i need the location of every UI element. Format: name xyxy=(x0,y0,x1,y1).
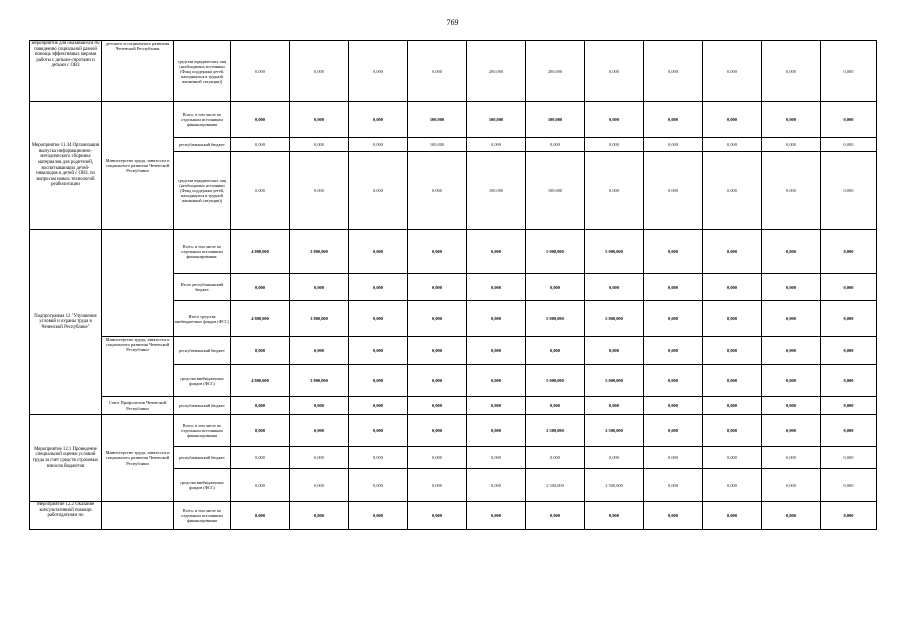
value-cell: 5 000,000 xyxy=(526,230,585,274)
value-cell: 0,000 xyxy=(762,230,821,274)
value-cell: 0,000 xyxy=(762,469,821,502)
value-cell: 0,000 xyxy=(349,230,408,274)
value-cell: 0,000 xyxy=(231,152,290,230)
executor-cell: Союз Профсоюзов Чеченской Республики xyxy=(102,397,174,415)
value-cell: 0,000 xyxy=(231,102,290,138)
funding-source: средства внебюджетных фондов (ФСС) xyxy=(174,469,231,502)
value-cell: 0,000 xyxy=(231,337,290,365)
value-cell: 100,000 xyxy=(408,138,467,152)
value-cell: 0,000 xyxy=(231,415,290,447)
executor-cell: детского и социального развития Чеченской Республики xyxy=(102,41,174,102)
value-cell: 0,000 xyxy=(349,415,408,447)
value-cell: 0,000 xyxy=(703,102,762,138)
value-cell: 0,000 xyxy=(644,502,703,530)
value-cell: 0,000 xyxy=(703,152,762,230)
value-cell: 0,000 xyxy=(762,447,821,469)
value-cell: 0,000 xyxy=(821,415,877,447)
value-cell: 0,000 xyxy=(349,102,408,138)
value-cell: 0,000 xyxy=(467,469,526,502)
value-cell: 0,000 xyxy=(231,41,290,102)
value-cell: 4 800,000 xyxy=(231,301,290,337)
value-cell: 0,000 xyxy=(408,41,467,102)
activity-name: Мероприятие 11.34 Организация выпуска информационно-методического сборника материалов для родителей, воспитывающих детей-инвалидов и детей с ОВЗ, по вопросам новых технологий реабилитации xyxy=(30,102,102,230)
value-cell: 2 500,000 xyxy=(526,415,585,447)
value-cell: 0,000 xyxy=(703,274,762,301)
value-cell: 0,000 xyxy=(349,502,408,530)
value-cell: 0,000 xyxy=(821,365,877,397)
value-cell: 0,000 xyxy=(762,397,821,415)
value-cell: 0,000 xyxy=(821,469,877,502)
value-cell: 0,000 xyxy=(762,365,821,397)
value-cell: 0,000 xyxy=(762,102,821,138)
funding-source: Итого республиканский бюджет xyxy=(174,274,231,301)
value-cell: 0,000 xyxy=(821,397,877,415)
value-cell: 0,000 xyxy=(467,502,526,530)
table-row xyxy=(30,41,877,102)
value-cell: 0,000 xyxy=(585,274,644,301)
value-cell: 0,000 xyxy=(290,397,349,415)
funding-source: Всего, в том числе по отдельным источникам финансирования xyxy=(174,415,231,447)
value-cell: 0,000 xyxy=(585,337,644,365)
value-cell: 0,000 xyxy=(585,41,644,102)
table-row xyxy=(30,502,877,530)
value-cell: 0,000 xyxy=(290,469,349,502)
funding-source: республиканский бюджет xyxy=(174,397,231,415)
value-cell: 0,000 xyxy=(821,447,877,469)
value-cell: 0,000 xyxy=(408,502,467,530)
value-cell: 0,000 xyxy=(231,274,290,301)
value-cell: 0,000 xyxy=(408,301,467,337)
value-cell: 0,000 xyxy=(408,274,467,301)
table-row xyxy=(30,337,877,365)
funding-source: средства юридических лиц (необходимых источники (Фонд поддержки детей, находящихся в трудной жизненной ситуации)) xyxy=(174,41,231,102)
executor-cell: Министерство труда, занятости и социального развития Чеченской Республики xyxy=(102,337,174,397)
value-cell: 0,000 xyxy=(821,502,877,530)
value-cell: 5 000,000 xyxy=(526,365,585,397)
value-cell: 0,000 xyxy=(644,337,703,365)
value-cell: 3 800,000 xyxy=(290,365,349,397)
value-cell: 0,000 xyxy=(644,230,703,274)
value-cell: 2 500,000 xyxy=(585,415,644,447)
executor-cell: Министерство труда, занятости и социального развития Чеченской Республики xyxy=(102,102,174,230)
value-cell: 0,000 xyxy=(467,230,526,274)
value-cell: 2 500,000 xyxy=(585,469,644,502)
value-cell: 0,000 xyxy=(408,152,467,230)
value-cell: 0,000 xyxy=(762,337,821,365)
value-cell: 0,000 xyxy=(467,274,526,301)
value-cell: 0,000 xyxy=(349,274,408,301)
value-cell: 0,000 xyxy=(821,102,877,138)
value-cell: 2 500,000 xyxy=(526,469,585,502)
value-cell: 0,000 xyxy=(349,397,408,415)
value-cell: 0,000 xyxy=(408,469,467,502)
value-cell: 0,000 xyxy=(703,138,762,152)
value-cell: 100,000 xyxy=(467,102,526,138)
value-cell: 0,000 xyxy=(526,447,585,469)
value-cell: 0,000 xyxy=(526,502,585,530)
value-cell: 0,000 xyxy=(644,397,703,415)
value-cell: 0,000 xyxy=(821,138,877,152)
executor-cell: Министерство труда, занятости и социального развития Чеченской Республики xyxy=(102,415,174,502)
value-cell: 0,000 xyxy=(290,102,349,138)
value-cell: 0,000 xyxy=(585,447,644,469)
value-cell: 0,000 xyxy=(408,447,467,469)
value-cell: 0,000 xyxy=(703,502,762,530)
value-cell: 0,000 xyxy=(408,337,467,365)
value-cell: 0,000 xyxy=(762,138,821,152)
value-cell: 0,000 xyxy=(349,469,408,502)
value-cell: 0,000 xyxy=(703,397,762,415)
value-cell: 5 000,000 xyxy=(526,301,585,337)
value-cell: 0,000 xyxy=(762,41,821,102)
table-row xyxy=(30,102,877,138)
value-cell: 100,000 xyxy=(408,102,467,138)
value-cell: 0,000 xyxy=(585,397,644,415)
value-cell: 0,000 xyxy=(644,365,703,397)
value-cell: 0,000 xyxy=(644,469,703,502)
funding-source: республиканский бюджет xyxy=(174,337,231,365)
value-cell: 0,000 xyxy=(349,447,408,469)
value-cell: 0,000 xyxy=(585,138,644,152)
value-cell: 0,000 xyxy=(290,41,349,102)
value-cell: 0,000 xyxy=(467,138,526,152)
funding-source: Итого средства внебюджетных фондов (ФСС) xyxy=(174,301,231,337)
value-cell: 0,000 xyxy=(644,274,703,301)
value-cell: 0,000 xyxy=(821,230,877,274)
value-cell: 0,000 xyxy=(349,152,408,230)
value-cell: 3 800,000 xyxy=(290,230,349,274)
value-cell: 5 000,000 xyxy=(585,230,644,274)
value-cell: 0,000 xyxy=(585,502,644,530)
subprogram-name: Подпрограмма 12 "Улучшение условий и охраны труда в Чеченской Республике" xyxy=(30,230,102,415)
value-cell: 0,000 xyxy=(290,447,349,469)
value-cell: 0,000 xyxy=(821,274,877,301)
value-cell: 0,000 xyxy=(467,301,526,337)
table-row xyxy=(30,397,877,415)
value-cell: 5 000,000 xyxy=(585,365,644,397)
funding-source: республиканский бюджет xyxy=(174,447,231,469)
funding-source: Всего, в том числе по отдельным источникам финансирования xyxy=(174,102,231,138)
value-cell: 0,000 xyxy=(821,41,877,102)
value-cell: 0,000 xyxy=(644,102,703,138)
value-cell: 0,000 xyxy=(290,274,349,301)
activity-name: мероприятие для оказавшихся по поведению социальной разной помощь эффективных мерами работы с детьми-сиротами и детьми с ОВЗ xyxy=(30,41,102,102)
value-cell: 0,000 xyxy=(231,397,290,415)
value-cell: 0,000 xyxy=(703,365,762,397)
value-cell: 3 800,000 xyxy=(290,301,349,337)
value-cell: 0,000 xyxy=(526,138,585,152)
value-cell: 100,000 xyxy=(526,152,585,230)
value-cell: 0,000 xyxy=(408,365,467,397)
value-cell: 0,000 xyxy=(467,397,526,415)
executor-cell xyxy=(102,502,174,530)
value-cell: 0,000 xyxy=(762,301,821,337)
value-cell: 0,000 xyxy=(821,337,877,365)
value-cell: 0,000 xyxy=(290,138,349,152)
value-cell: 0,000 xyxy=(349,365,408,397)
value-cell: 0,000 xyxy=(408,397,467,415)
value-cell: 0,000 xyxy=(644,447,703,469)
value-cell: 200,000 xyxy=(526,41,585,102)
value-cell: 0,000 xyxy=(526,337,585,365)
budget-table xyxy=(29,40,877,530)
value-cell: 0,000 xyxy=(290,415,349,447)
value-cell: 0,000 xyxy=(762,502,821,530)
value-cell: 0,000 xyxy=(821,301,877,337)
value-cell: 0,000 xyxy=(703,41,762,102)
value-cell: 0,000 xyxy=(231,138,290,152)
value-cell: 0,000 xyxy=(231,469,290,502)
funding-source: средства внебюджетных фондов (ФСС) xyxy=(174,365,231,397)
value-cell: 4 800,000 xyxy=(231,230,290,274)
value-cell: 200,000 xyxy=(467,41,526,102)
value-cell: 0,000 xyxy=(408,230,467,274)
value-cell: 0,000 xyxy=(290,337,349,365)
funding-source: Всего, в том числе по отдельным источникам финансирования: xyxy=(174,230,231,274)
value-cell: 0,000 xyxy=(349,301,408,337)
value-cell: 0,000 xyxy=(231,447,290,469)
value-cell: 0,000 xyxy=(703,447,762,469)
executor-cell xyxy=(102,230,174,337)
page-number: 769 xyxy=(446,18,459,27)
value-cell: 0,000 xyxy=(644,152,703,230)
value-cell: 0,000 xyxy=(349,337,408,365)
value-cell: 0,000 xyxy=(703,415,762,447)
value-cell: 0,000 xyxy=(467,337,526,365)
value-cell: 100,000 xyxy=(467,152,526,230)
value-cell: 0,000 xyxy=(585,102,644,138)
value-cell: 0,000 xyxy=(585,152,644,230)
value-cell: 0,000 xyxy=(526,397,585,415)
table-row xyxy=(30,230,877,274)
value-cell: 0,000 xyxy=(290,502,349,530)
value-cell: 0,000 xyxy=(703,301,762,337)
value-cell: 0,000 xyxy=(644,138,703,152)
value-cell: 0,000 xyxy=(644,301,703,337)
value-cell: 0,000 xyxy=(231,502,290,530)
value-cell: 0,000 xyxy=(349,41,408,102)
value-cell: 0,000 xyxy=(290,152,349,230)
table-row xyxy=(30,415,877,447)
value-cell: 0,000 xyxy=(467,365,526,397)
value-cell: 0,000 xyxy=(762,152,821,230)
value-cell: 0,000 xyxy=(467,447,526,469)
value-cell: 0,000 xyxy=(467,415,526,447)
value-cell: 0,000 xyxy=(526,274,585,301)
value-cell: 0,000 xyxy=(703,230,762,274)
value-cell: 0,000 xyxy=(408,415,467,447)
value-cell: 0,000 xyxy=(762,274,821,301)
funding-source: Всего, в том числе по отдельным источникам финансирования xyxy=(174,502,231,530)
activity-name: Мероприятие 12.1 Проведение специальной оценки условий труда за счет средств страховых взносов бюджетов xyxy=(30,415,102,502)
value-cell: 100,000 xyxy=(526,102,585,138)
value-cell: 5 000,000 xyxy=(585,301,644,337)
value-cell: 0,000 xyxy=(644,415,703,447)
funding-source: средства юридических лиц (необходимых источники (Фонд поддержки детей, находящихся в трудной жизненной ситуации)) xyxy=(174,152,231,230)
value-cell: 0,000 xyxy=(821,152,877,230)
value-cell: 0,000 xyxy=(349,138,408,152)
value-cell: 0,000 xyxy=(762,415,821,447)
value-cell: 0,000 xyxy=(644,41,703,102)
funding-source: республиканский бюджет xyxy=(174,138,231,152)
value-cell: 4 800,000 xyxy=(231,365,290,397)
value-cell: 0,000 xyxy=(703,337,762,365)
value-cell: 0,000 xyxy=(703,469,762,502)
activity-name: Мероприятие 12.2 Оказание консультативной помощи работодателям по xyxy=(30,502,102,530)
